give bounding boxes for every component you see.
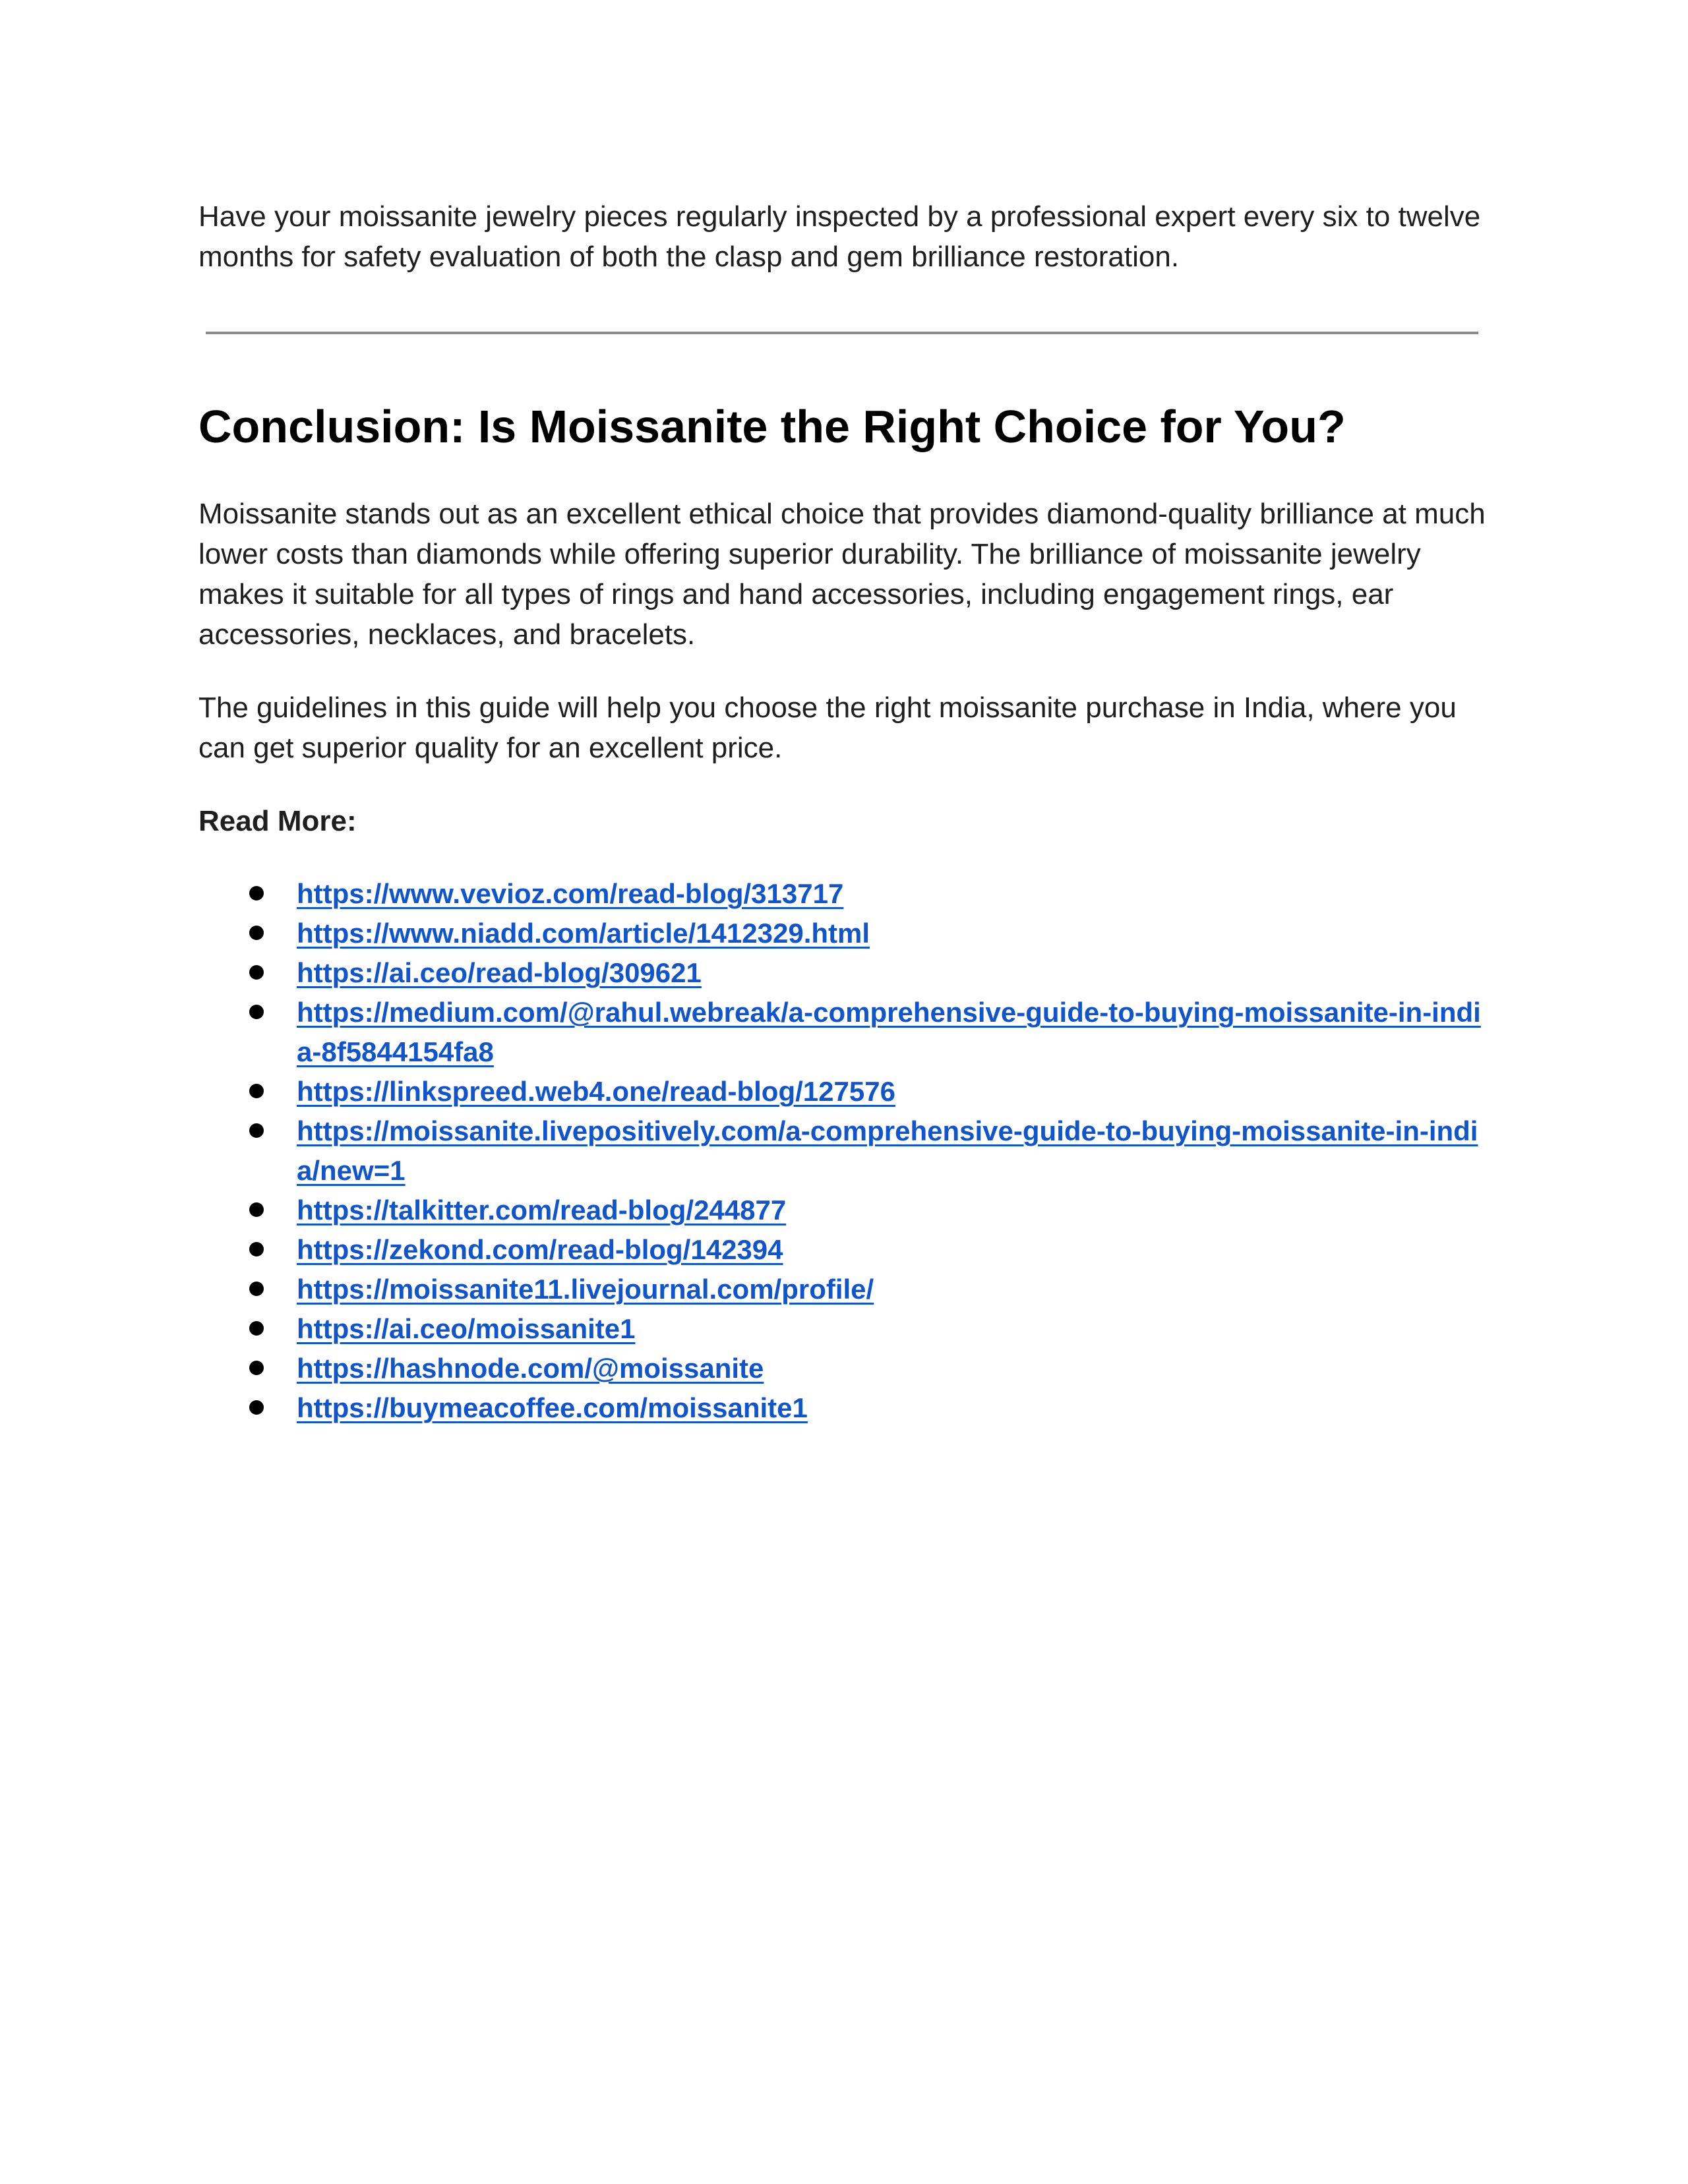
intro-paragraph: Have your moissanite jewelry pieces regularly inspected by a professional expert every six to twelve months for safety evaluation of both the clasp and gem brilliance restoration.	[198, 200, 1481, 273]
read-more-link[interactable]: https://talkitter.com/read-blog/244877	[297, 1195, 787, 1225]
list-item	[0, 1072, 1688, 1111]
list-item	[0, 1191, 1688, 1230]
bullet-icon	[249, 1005, 264, 1019]
bullet-icon	[249, 965, 264, 980]
read-more-link[interactable]: https://ai.ceo/moissanite1	[297, 1313, 636, 1344]
bullet-icon	[249, 1282, 264, 1296]
list-item	[0, 1111, 1688, 1191]
list-item	[0, 1388, 1688, 1428]
read-more-link[interactable]: https://ai.ceo/read-blog/309621	[297, 957, 702, 988]
list-item	[0, 1270, 1688, 1309]
read-more-link[interactable]: https://moissanite.livepositively.com/a-comprehensive-guide-to-buying-moissanite-in-india/new=1	[297, 1115, 1478, 1186]
bullet-icon	[249, 1361, 264, 1375]
conclusion-paragraph-2: The guidelines in this guide will help you choose the right moissanite purchase in India, where you can get superior quality for an excellent price.	[198, 692, 1457, 764]
bullet-icon	[249, 1123, 264, 1138]
bullet-icon	[249, 1242, 264, 1256]
read-more-link[interactable]: https://moissanite11.livejournal.com/profile/	[297, 1274, 874, 1305]
read-more-link[interactable]: https://zekond.com/read-blog/142394	[297, 1234, 783, 1265]
read-more-label: Read More:	[198, 805, 357, 837]
bullet-icon	[249, 926, 264, 940]
read-more-link[interactable]: https://buymeacoffee.com/moissanite1	[297, 1392, 808, 1423]
list-item	[0, 914, 1688, 953]
horizontal-divider	[206, 332, 1478, 334]
list-item	[0, 1230, 1688, 1270]
list-item	[0, 874, 1688, 914]
read-more-link[interactable]: https://hashnode.com/@moissanite	[297, 1353, 764, 1384]
bullet-icon	[249, 1202, 264, 1217]
read-more-link[interactable]: https://medium.com/@rahul.webreak/a-comprehensive-guide-to-buying-moissanite-in-india-8f5844154fa8	[297, 997, 1481, 1067]
read-more-link-list	[0, 874, 1688, 1428]
conclusion-paragraph-1: Moissanite stands out as an excellent ethical choice that provides diamond-quality brilliance at much lower costs than diamonds while offering superior durability. The brilliance of moissanite jewelry makes it suitable for all types of rings and hand accessories, including engagement rings, ear accessories, necklaces, and bracelets.	[198, 498, 1486, 651]
list-item	[0, 1309, 1688, 1349]
list-item	[0, 1349, 1688, 1388]
bullet-icon	[249, 1400, 264, 1415]
bullet-icon	[249, 1084, 264, 1098]
read-more-link[interactable]: https://linkspreed.web4.one/read-blog/127576	[297, 1076, 895, 1107]
list-item	[0, 993, 1688, 1072]
bullet-icon	[249, 1321, 264, 1336]
list-item	[0, 953, 1688, 993]
read-more-link[interactable]: https://www.vevioz.com/read-blog/313717	[297, 878, 844, 909]
read-more-link[interactable]: https://www.niadd.com/article/1412329.html	[297, 918, 870, 949]
bullet-icon	[249, 886, 264, 900]
conclusion-heading: Conclusion: Is Moissanite the Right Choice for You?	[198, 401, 1346, 452]
